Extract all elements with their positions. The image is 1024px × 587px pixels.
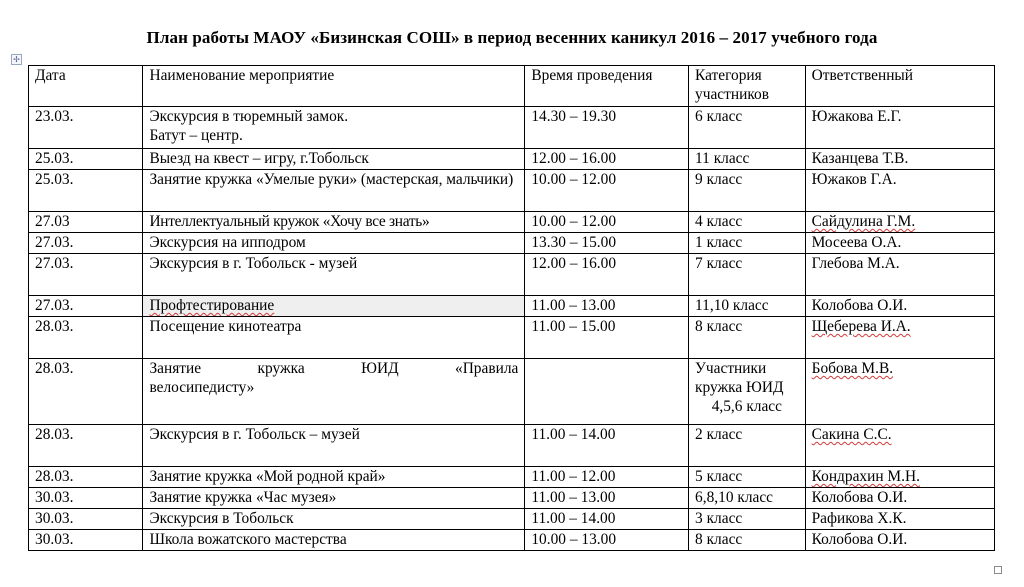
table-row [29,317,995,359]
table-row [29,233,995,254]
cell-name: Занятие кружка «Час музея» [143,488,525,509]
category-line: Участники [695,360,767,377]
cell-name: Экскурсия на ипподром [143,233,525,254]
cell-time: 11.00 – 15.00 [525,317,689,359]
cell-date: 23.03. [29,107,143,149]
cell-responsible [805,467,994,488]
responsible-name: Бобова М.В. [811,360,894,377]
category-line: 4,5,6 класс [711,398,782,415]
table-row [29,509,995,530]
table-row [29,296,995,317]
cell-responsible: Южаков Г.А. [805,170,994,212]
cell-category: 8 класс [689,530,806,551]
cell-date: 30.03. [29,488,143,509]
cell-category: 6,8,10 класс [689,488,806,509]
table-row [29,170,995,212]
cell-time: 11.00 – 14.00 [525,425,689,467]
cell-category: 11 класс [689,149,806,170]
cell-name-line: Батут – центр. [149,127,243,144]
header-date: Дата [29,66,143,107]
header-name: Наименование мероприятие [143,66,525,107]
table-row [29,254,995,296]
cell-time [525,359,689,425]
cell-name: Выезд на квест – игру, г.Тобольск [143,149,525,170]
table-resize-handle[interactable] [994,566,1002,574]
cell-time: 10.00 – 12.00 [525,170,689,212]
cell-name: Экскурсия в г. Тобольск - музей [143,254,525,296]
cell-date: 27.03. [29,233,143,254]
cell-responsible: Мосеева О.А. [805,233,994,254]
cell-time: 11.00 – 12.00 [525,467,689,488]
cell-time: 12.00 – 16.00 [525,254,689,296]
cell-time: 10.00 – 12.00 [525,212,689,233]
document-title: План работы МАОУ «Бизинская СОШ» в период весенних каникул 2016 – 2017 учебного года [146,28,878,47]
cell-name [143,359,525,425]
cell-responsible: Южакова Е.Г. [805,107,994,149]
header-responsible: Ответственный [805,66,994,107]
cell-category: 11,10 класс [689,296,806,317]
cell-name: Школа вожатского мастерства [143,530,525,551]
cell-category: 2 класс [689,425,806,467]
table-row [29,107,995,149]
category-line: кружка ЮИД [695,379,784,396]
cell-name: Занятие кружка «Умелые руки» (мастерская, мальчики) [143,170,525,212]
cell-name: Экскурсия в Тобольск [143,509,525,530]
cell-date: 28.03. [29,425,143,467]
cell-date: 25.03. [29,149,143,170]
table-row [29,149,995,170]
table-row [29,359,995,425]
cell-name-line: Занятие кружка ЮИД «Правила [149,360,519,377]
cell-name-line: Экскурсия в тюремный замок. [149,108,349,125]
cell-category: 3 класс [689,509,806,530]
table-row [29,530,995,551]
responsible-name: Сакина С.С. [811,426,892,443]
event-name: Профтестирование [149,297,275,314]
cell-time: 12.00 – 16.00 [525,149,689,170]
cell-category: 4 класс [689,212,806,233]
header-category: Категория участников [689,66,806,107]
cell-name: Экскурсия в г. Тобольск – музей [143,425,525,467]
cell-category: 9 класс [689,170,806,212]
cell-category: 8 класс [689,317,806,359]
cell-name-line: велосипедисту» [149,379,255,396]
cell-date: 30.03. [29,509,143,530]
table-row [29,467,995,488]
cell-time: 10.00 – 13.00 [525,530,689,551]
cell-name [143,107,525,149]
cell-name [143,296,525,317]
cell-responsible [805,317,994,359]
cell-date: 28.03. [29,317,143,359]
cell-responsible: Казанцева Т.В. [805,149,994,170]
cell-date: 28.03. [29,359,143,425]
cell-category: 1 класс [689,233,806,254]
cell-responsible [805,359,994,425]
table-row [29,488,995,509]
cell-time: 14.30 – 19.30 [525,107,689,149]
cell-category: 7 класс [689,254,806,296]
table-row [29,212,995,233]
cell-responsible [805,212,994,233]
cell-responsible: Колобова О.И. [805,530,994,551]
cell-responsible: Глебова М.А. [805,254,994,296]
cell-responsible: Колобова О.И. [805,296,994,317]
responsible-name: Кондрахин М.Н. [811,468,920,485]
cell-date: 30.03. [29,530,143,551]
cell-date: 27.03 [29,212,143,233]
cell-responsible: Колобова О.И. [805,488,994,509]
cell-responsible: Рафикова Х.К. [805,509,994,530]
table-header-row [29,66,995,107]
cell-date: 28.03. [29,467,143,488]
cell-name: Посещение кинотеатра [143,317,525,359]
cell-date: 27.03. [29,296,143,317]
cell-time: 11.00 – 13.00 [525,296,689,317]
schedule-table [28,65,995,551]
cell-time: 11.00 – 13.00 [525,488,689,509]
cell-date: 25.03. [29,170,143,212]
cell-name: Интеллектуальный кружок «Хочу все знать» [143,212,525,233]
responsible-name: Сайдулина Г.М. [811,213,916,230]
cell-category [689,359,806,425]
header-time: Время проведения [525,66,689,107]
cell-name: Занятие кружка «Мой родной край» [143,467,525,488]
cell-time: 11.00 – 14.00 [525,509,689,530]
cell-category: 6 класс [689,107,806,149]
cell-date: 27.03. [29,254,143,296]
cell-responsible [805,425,994,467]
move-cross-icon[interactable]: ✢ [11,54,22,65]
cell-time: 13.30 – 15.00 [525,233,689,254]
cell-category: 5 класс [689,467,806,488]
table-row [29,425,995,467]
responsible-name: Щеберева И.А. [811,318,911,335]
